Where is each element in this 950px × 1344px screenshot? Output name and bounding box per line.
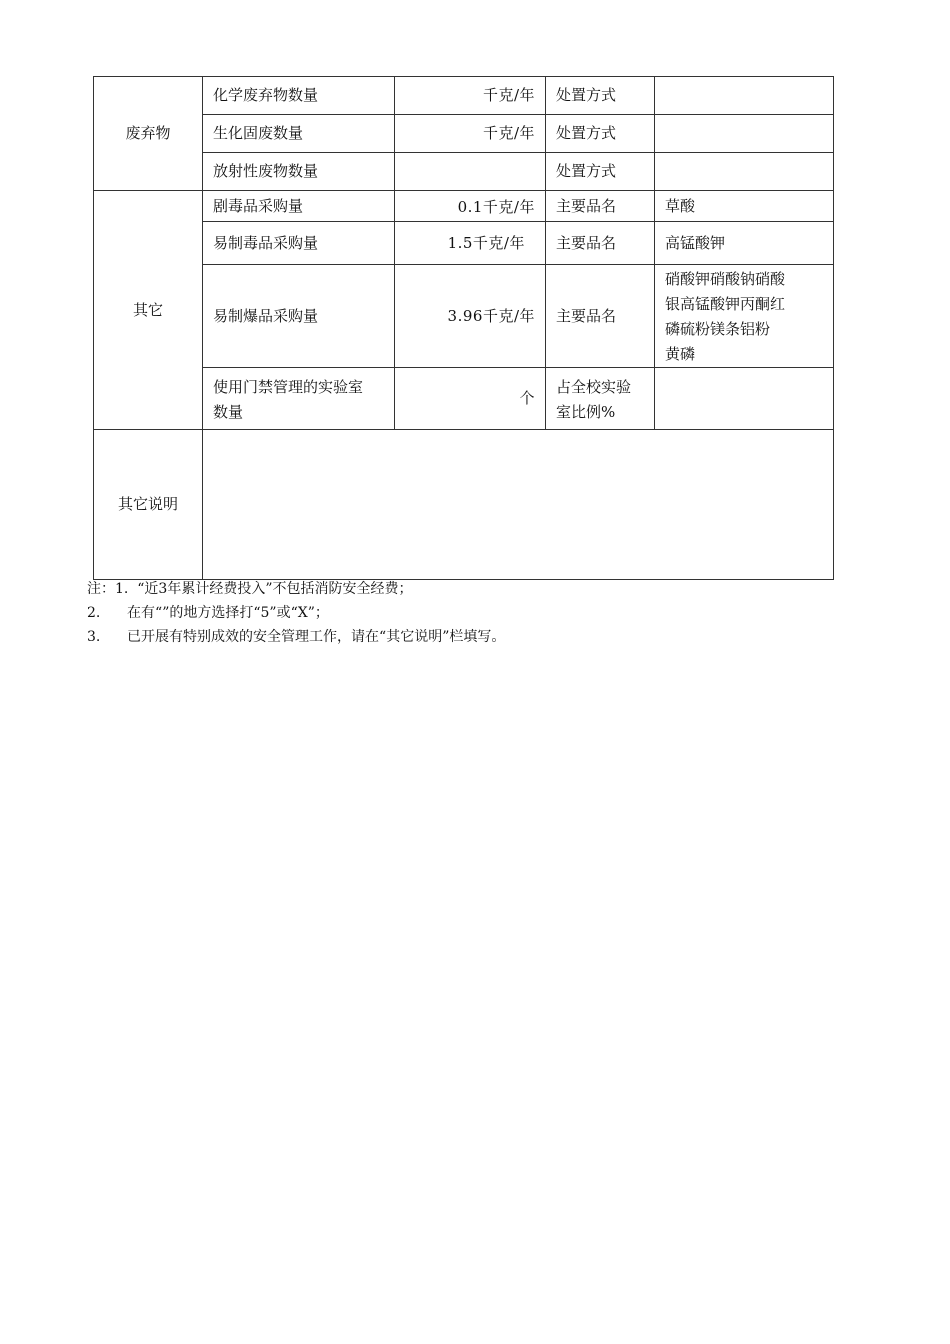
access-control-lab-count-label [203, 368, 395, 430]
footnote-3: 3. 已开展有特别成效的安全管理工作，请在“其它说明”栏填写。 [87, 629, 506, 645]
explosive-precursor-main-names[interactable] [655, 265, 834, 368]
table-row [94, 153, 834, 191]
main-name-line: 磷硫粉镁条铝粉 [665, 320, 771, 338]
table-row [94, 115, 834, 153]
main-name-label: 主要品名 [546, 265, 655, 368]
access-control-lab-count-unit[interactable]: 个 [395, 368, 546, 430]
footnote-2: 2. 在有“”的地方选择打“5”或“X”； [87, 605, 329, 621]
radioactive-waste-disposal-value[interactable] [655, 153, 834, 191]
disposal-method-label: 处置方式 [546, 153, 655, 191]
highly-toxic-purchase-amount[interactable]: 0.1千克/年 [395, 191, 546, 222]
main-name-line: 硝酸钾硝酸钠硝酸 [665, 270, 786, 288]
label-line: 占全校实验 [556, 377, 632, 396]
precursor-main-name[interactable]: 高锰酸钾 [655, 222, 834, 265]
label-line: 室比例% [556, 402, 616, 421]
label-line: 数量 [213, 402, 244, 421]
table-row [94, 222, 834, 265]
main-name-line: 黄磷 [665, 345, 696, 363]
table-row [94, 265, 834, 368]
other-category: 其它 [94, 191, 203, 430]
table-row [94, 191, 834, 222]
form-table [93, 76, 834, 580]
precursor-purchase-amount[interactable]: 1.5千克/年 [395, 222, 546, 265]
remarks-category: 其它说明 [94, 430, 203, 580]
table-row [94, 430, 834, 580]
main-name-label: 主要品名 [546, 222, 655, 265]
chemical-waste-label: 化学废弃物数量 [203, 77, 395, 115]
explosive-precursor-purchase-label: 易制爆品采购量 [203, 265, 395, 368]
waste-category: 废弃物 [94, 77, 203, 191]
footnotes [87, 577, 505, 649]
chemical-waste-disposal-value[interactable] [655, 77, 834, 115]
table-row [94, 368, 834, 430]
explosive-precursor-purchase-amount[interactable]: 3.96千克/年 [395, 265, 546, 368]
radioactive-waste-label: 放射性废物数量 [203, 153, 395, 191]
main-name-line: 银高锰酸钾丙酮红 [665, 295, 786, 313]
table-row [94, 77, 834, 115]
highly-toxic-purchase-label: 剧毒品采购量 [203, 191, 395, 222]
lab-ratio-label [546, 368, 655, 430]
label-line: 使用门禁管理的实验室 [213, 377, 364, 396]
radioactive-waste-unit[interactable] [395, 153, 546, 191]
main-name-label: 主要品名 [546, 191, 655, 222]
highly-toxic-main-name[interactable]: 草酸 [655, 191, 834, 222]
biochemical-waste-label: 生化固废数量 [203, 115, 395, 153]
precursor-purchase-label: 易制毒品采购量 [203, 222, 395, 265]
biochemical-waste-disposal-value[interactable] [655, 115, 834, 153]
footnote-1: 注：1. “近3年累计经费投入”不包括消防安全经费； [87, 581, 413, 597]
chemical-waste-unit[interactable]: 千克/年 [395, 77, 546, 115]
disposal-method-label: 处置方式 [546, 77, 655, 115]
remarks-field[interactable] [203, 430, 834, 580]
lab-ratio-value[interactable] [655, 368, 834, 430]
disposal-method-label: 处置方式 [546, 115, 655, 153]
biochemical-waste-unit[interactable]: 千克/年 [395, 115, 546, 153]
